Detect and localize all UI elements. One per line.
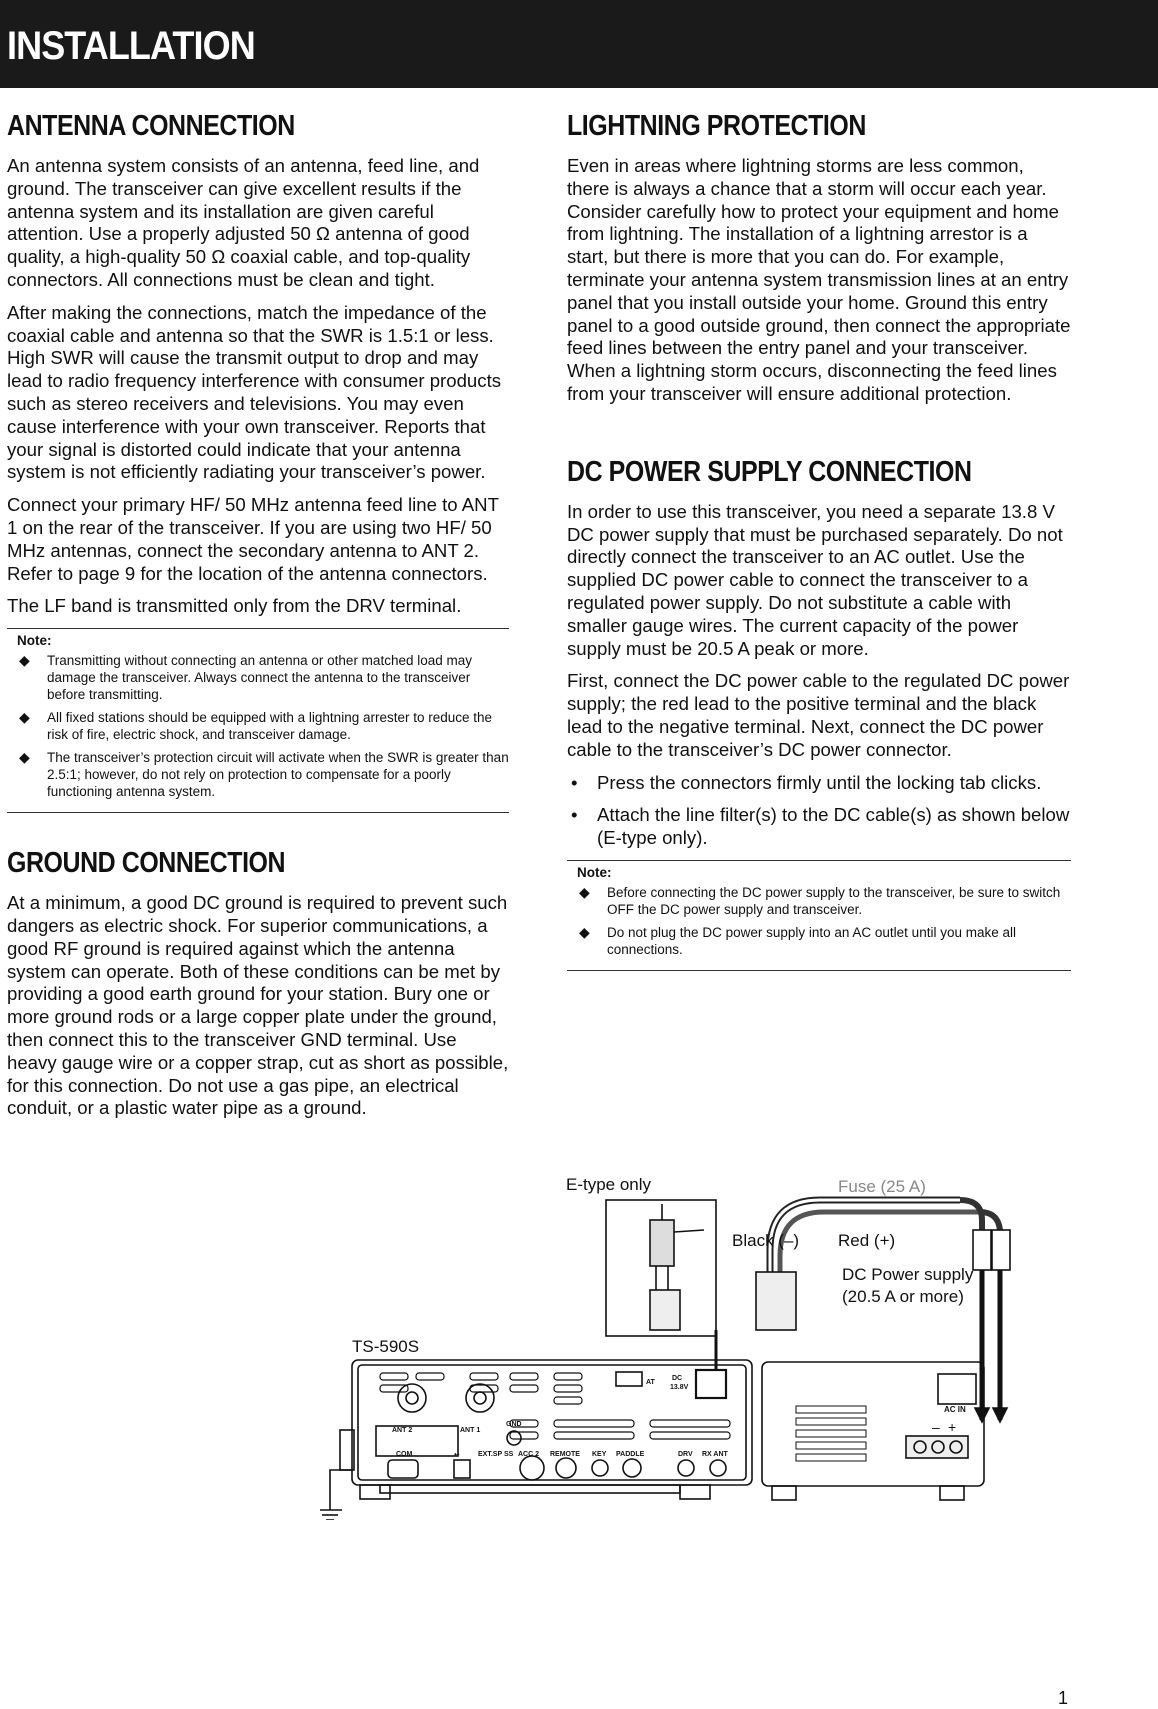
- rxant-label: RX ANT: [702, 1451, 728, 1458]
- key-label: KEY: [592, 1451, 607, 1458]
- diamond-bullet-icon: ◆: [19, 652, 30, 669]
- bullet-dot-icon: •: [571, 771, 578, 793]
- box-connector-icon: [650, 1290, 680, 1330]
- psu-label-1: DC Power supply: [842, 1265, 974, 1284]
- psu-terminal-block-icon: [906, 1436, 968, 1458]
- ant1-label: ANT 1: [460, 1427, 481, 1434]
- page-number: 1: [1058, 1688, 1069, 1708]
- right-column: [567, 110, 1071, 971]
- dc-bullet-list: [567, 772, 1071, 850]
- note-item: ◆ All fixed stations should be equipped with a lightning arrester to reduce the risk of fire, electric shock, and transceiver damage.: [19, 709, 493, 743]
- note-item: ◆ Before connecting the DC power supply to the transceiver, be sure to switch OFF the DC power supply and transceiver.: [579, 883, 1061, 917]
- dc-paragraph-1: In order to use this transceiver, you need a separate 13.8 V DC power supply that must be purchased separately. Do not directly connect the transceiver to an AC outlet. Use the supplied DC power cable to connect the transceiver to a regulated power supply. Do not substitute a cable with smaller gauge wires. The current capacity of the power supply must be 20.5 A peak or more.: [567, 500, 1063, 659]
- bullet-item: • Press the connectors firmly until the locking tab clicks.: [571, 771, 1042, 793]
- antenna-paragraph-3: Connect your primary HF/ 50 MHz antenna feed line to ANT 1 on the rear of the transceiver. If you are using two HF/ 50 MHz antennas, connect the secondary antenna to ANT 2. Refer to page 9 for the location of the antenna connectors.: [7, 494, 499, 584]
- cable-connector-icon: [756, 1272, 796, 1330]
- black-lead-label: Black (–): [732, 1231, 800, 1250]
- arrow-down-icon: [993, 1408, 1007, 1422]
- ground-symbol-icon: [320, 1510, 342, 1520]
- note-list: [567, 884, 1071, 958]
- note-title: Note:: [17, 633, 52, 649]
- ground-wire: [330, 1470, 352, 1510]
- connection-diagram: [320, 1160, 1100, 1520]
- antenna-note: [7, 628, 509, 813]
- ground-paragraph: At a minimum, a good DC ground is required to prevent such dangers as electric shock. For superior communications, a good RF ground is required against which the antenna system can operate. Both of these conditions can be met by providing a good earth ground for your station. Bury one or more ground rods or a large copper plate under the ground, then connect this to the transceiver GND terminal. Use heavy gauge wire or a copper strap, cut as short as possible, for this connection. Do not use a gas pipe, an electrical conduit, or a plastic water pipe as a ground.: [7, 892, 509, 1119]
- plus-label: +: [948, 1419, 957, 1435]
- dc-label-1: DC: [672, 1375, 683, 1382]
- rxant-jack-icon: [710, 1460, 726, 1476]
- ant1-connector-icon: [466, 1384, 494, 1412]
- fuse-icon: [992, 1230, 1010, 1270]
- lightning-paragraph: Even in areas where lightning storms are less common, there is always a chance that a storm will occur each year. Consider carefully how to protect your equipment and home from lightning. The installation of a lightning arrestor is a start, but there is more that you can do. For example, terminate your antenna system transmission lines at an entry panel that you install outside your home. Ground this entry panel to a good outside ground, then connect the appropriate feed lines between the entry panel and your transceiver. When a lightning storm occurs, disconnecting the feed lines from your transceiver will ensure additional protection.: [567, 155, 1071, 404]
- note-list: [7, 652, 509, 800]
- diamond-bullet-icon: ◆: [19, 749, 30, 766]
- paddle-jack-icon: [623, 1459, 641, 1477]
- note-item: ◆ The transceiver’s protection circuit will activate when the SWR is greater than 2.5:1; however, do not rely on protection to compensate for a poorly functioning antenna system.: [19, 749, 509, 800]
- antenna-paragraph-2: After making the connections, match the impedance of the coaxial cable and antenna so that the SWR is 1.5:1 or less. High SWR will cause the transmit output to drop and may lead to radio frequency interference with consumer products such as stereo receivers and televisions. You may even cause interference with your own transceiver. Reports that your signal is distorted could indicate that your antenna system is not efficiently radiating your transceiver’s power.: [7, 301, 502, 483]
- dc-connector-icon: [696, 1370, 726, 1398]
- transceiver-rear-panel: [352, 1360, 752, 1485]
- com-label: COM: [396, 1451, 413, 1458]
- arrow-down-icon: [975, 1408, 989, 1422]
- usb-port-icon: [454, 1460, 470, 1478]
- diamond-bullet-icon: ◆: [579, 883, 590, 900]
- acin-label: AC IN: [944, 1405, 966, 1414]
- antenna-heading: ANTENNA CONNECTION: [7, 110, 295, 142]
- antenna-paragraph-4: The LF band is transmitted only from the DRV terminal.: [7, 595, 462, 617]
- diamond-bullet-icon: ◆: [19, 709, 30, 726]
- diamond-bullet-icon: ◆: [579, 923, 590, 940]
- dc-heading: DC POWER SUPPLY CONNECTION: [567, 455, 972, 488]
- remote-jack-icon: [556, 1458, 576, 1478]
- at-label: AT: [646, 1379, 655, 1386]
- usb-label: ⭠: [454, 1451, 460, 1458]
- ant2-connector-icon: [398, 1384, 426, 1412]
- bullet-dot-icon: •: [571, 804, 578, 826]
- dc-paragraph-2: First, connect the DC power cable to the regulated DC power supply; the red lead to the positive terminal and the black lead to the negative terminal. Next, connect the DC power cable to the transceiver’s DC power connector.: [567, 670, 1070, 760]
- extsp-label: EXT.SP: [478, 1451, 503, 1458]
- line-filter-icon: [650, 1220, 674, 1266]
- etype-label: E-type only: [566, 1175, 652, 1194]
- fuse-icon: [973, 1230, 991, 1270]
- acc2-jack-icon: [520, 1456, 544, 1480]
- paddle-label: PADDLE: [616, 1451, 645, 1458]
- com-port-icon: [388, 1460, 418, 1478]
- note-item: ◆ Do not plug the DC power supply into an AC outlet until you make all connections.: [579, 923, 1016, 957]
- model-label: TS-590S: [352, 1337, 420, 1356]
- remote-label: REMOTE: [550, 1451, 580, 1458]
- acc2-label: ACC 2: [518, 1451, 540, 1458]
- drv-label: DRV: [678, 1451, 693, 1458]
- psu-label-2: (20.5 A or more): [842, 1287, 964, 1306]
- page-title: INSTALLATION: [7, 24, 255, 68]
- note-item: ◆ Transmitting without connecting an antenna or other matched load may damage the transceiver. Always connect the antenna to the transceiver before transmitting.: [19, 652, 472, 703]
- acin-socket-icon: [938, 1374, 976, 1404]
- ant2-label: ANT 2: [392, 1427, 413, 1434]
- at-connector-icon: [616, 1372, 642, 1386]
- bullet-item: • Attach the line filter(s) to the DC cable(s) as shown below (E-type only).: [571, 804, 1070, 849]
- ground-heading: GROUND CONNECTION: [7, 847, 286, 880]
- drv-jack-icon: [678, 1460, 694, 1476]
- header-banner: [0, 0, 1158, 88]
- gnd-label: GND: [506, 1421, 522, 1428]
- fuse-label: Fuse (25 A): [838, 1177, 926, 1196]
- lightning-heading: LIGHTNING PROTECTION: [567, 110, 866, 142]
- minus-label: –: [932, 1419, 940, 1435]
- antenna-paragraph-1: An antenna system consists of an antenna, feed line, and ground. The transceiver can give excellent results if the antenna system and its installation are given careful attention. Use a properly adjusted 50 Ω antenna of good quality, a high-quality 50 Ω coaxial cable, and top-quality connectors. All connections must be clean and tight.: [7, 155, 480, 290]
- note-title: Note:: [577, 864, 612, 880]
- ss-label: SS: [504, 1451, 514, 1458]
- dc-label-2: 13.8V: [670, 1384, 689, 1391]
- key-jack-icon: [592, 1460, 608, 1476]
- left-column: [7, 110, 509, 1130]
- red-lead-label: Red (+): [838, 1231, 896, 1250]
- gnd-terminal-icon: [507, 1431, 521, 1445]
- dc-note: [567, 860, 1071, 971]
